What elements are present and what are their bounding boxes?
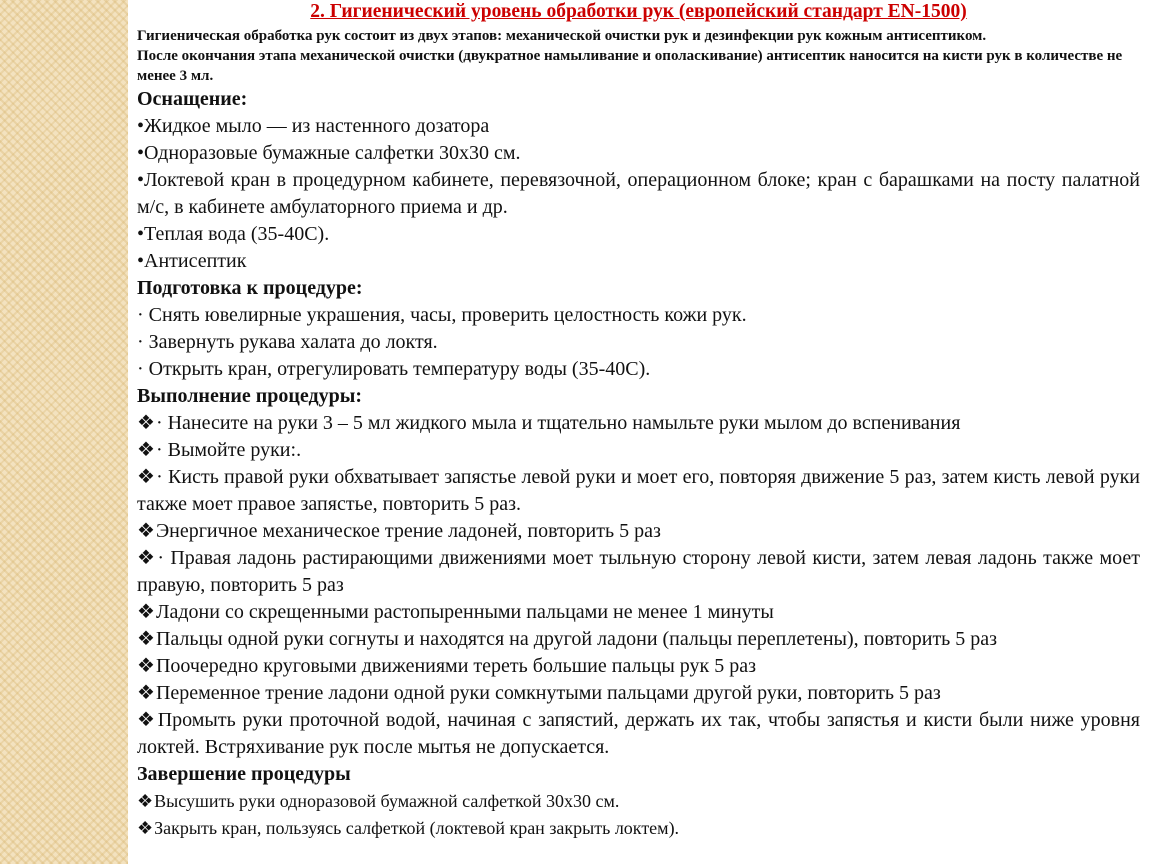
completion-step: [137, 815, 1140, 842]
procedure-step: [137, 707, 1140, 761]
completion-step-text: Закрыть кран, пользуясь салфеткой (локтевой кран закрыть локтем).: [154, 818, 680, 838]
procedure-step: [137, 599, 1140, 626]
procedure-heading: Выполнение процедуры:: [137, 385, 363, 407]
procedure-step: [137, 410, 1140, 437]
equipment-item: •Антисептик: [137, 250, 247, 272]
preparation-heading: Подготовка к процедуре:: [137, 277, 363, 299]
equipment-item: •Теплая вода (35-40С).: [137, 223, 330, 245]
diamond-bullet-icon: ❖: [137, 709, 157, 731]
diamond-bullet-icon: ❖: [137, 520, 155, 542]
diamond-bullet-icon: ❖: [137, 818, 154, 838]
procedure-step-text: Переменное трение ладони одной руки сомкнутыми пальцами другой руки, повторить 5 раз: [155, 682, 941, 704]
procedure-step: [137, 518, 1140, 545]
diamond-bullet-icon: ❖: [137, 682, 155, 704]
procedure-step-text: Ладони со скрещенными растопыренными пальцами не менее 1 минуты: [155, 601, 774, 623]
diamond-bullet-icon: ❖: [137, 791, 154, 811]
procedure-step-text: · Правая ладонь растирающими движениями моет тыльную сторону левой кисти, затем левая ладонь также моет правую, повторить 5 раз: [137, 547, 1140, 596]
diamond-bullet-icon: ❖: [137, 655, 155, 677]
procedure-step-text: Пальцы одной руки согнуты и находятся на другой ладони (пальцы переплетены), повторить 5 раз: [155, 628, 998, 650]
procedure-step: [137, 653, 1140, 680]
procedure-step: [137, 680, 1140, 707]
procedure-step: [137, 437, 1140, 464]
equipment-heading: Оснащение:: [137, 88, 248, 110]
procedure-step-text: · Нанесите на руки 3 – 5 мл жидкого мыла и тщательно намыльте руки мылом до вспенивания: [155, 412, 961, 434]
completion-step: [137, 788, 1140, 815]
procedure-step: [137, 545, 1140, 599]
completion-step-text: Высушить руки одноразовой бумажной салфеткой 30х30 см.: [154, 791, 620, 811]
intro-paragraph-2: После окончания этапа механической очистки (двукратное намыливание и ополаскивание) антисептик наносится на кисти рук в количестве не менее 3 мл.: [137, 48, 1123, 84]
equipment-item: •Жидкое мыло — из настенного дозатора: [137, 115, 490, 137]
diamond-bullet-icon: ❖: [137, 466, 156, 488]
procedure-step-text: Поочередно круговыми движениями тереть большие пальцы рук 5 раз: [155, 655, 756, 677]
diamond-bullet-icon: ❖: [137, 628, 155, 650]
intro-paragraph-1: Гигиеническая обработка рук состоит из двух этапов: механической очистки рук и дезинфекции рук кожным антисептиком.: [137, 28, 987, 44]
diamond-bullet-icon: ❖: [137, 412, 155, 434]
decorative-side-strip: [0, 0, 128, 864]
procedure-step-text: · Кисть правой руки обхватывает запястье левой руки и моет его, повторяя движение 5 раз, затем кисть левой руки также моет правое запястье, повторить 5 раз.: [137, 466, 1140, 515]
diamond-bullet-icon: ❖: [137, 547, 157, 569]
equipment-item: •Локтевой кран в процедурном кабинете, перевязочной, операционном блоке; кран с барашками на посту палатной м/с, в кабинете амбулаторного приема и др.: [137, 169, 1140, 218]
procedure-step-text: Промыть руки проточной водой, начиная с запястий, держать их так, чтобы запястья и кисти были ниже уровня локтей. Встряхивание рук после мытья не допускается.: [137, 709, 1140, 758]
procedure-step-text: Энергичное механическое трение ладоней, повторить 5 раз: [155, 520, 661, 542]
procedure-step: [137, 464, 1140, 518]
diamond-bullet-icon: ❖: [137, 601, 155, 623]
preparation-item: · Снять ювелирные украшения, часы, проверить целостность кожи рук.: [137, 304, 747, 326]
slide-title: 2. Гигиенический уровень обработки рук (европейский стандарт EN-1500): [310, 1, 967, 22]
procedure-step-text: · Вымойте руки:.: [155, 439, 302, 461]
completion-heading: Завершение процедуры: [137, 763, 351, 785]
preparation-item: · Завернуть рукава халата до локтя.: [137, 331, 438, 353]
preparation-item: · Открыть кран, отрегулировать температуру воды (35-40С).: [137, 358, 651, 380]
procedure-step: [137, 626, 1140, 653]
slide-content: [137, 0, 1140, 864]
diamond-bullet-icon: ❖: [137, 439, 155, 461]
equipment-item: •Одноразовые бумажные салфетки 30х30 см.: [137, 142, 521, 164]
